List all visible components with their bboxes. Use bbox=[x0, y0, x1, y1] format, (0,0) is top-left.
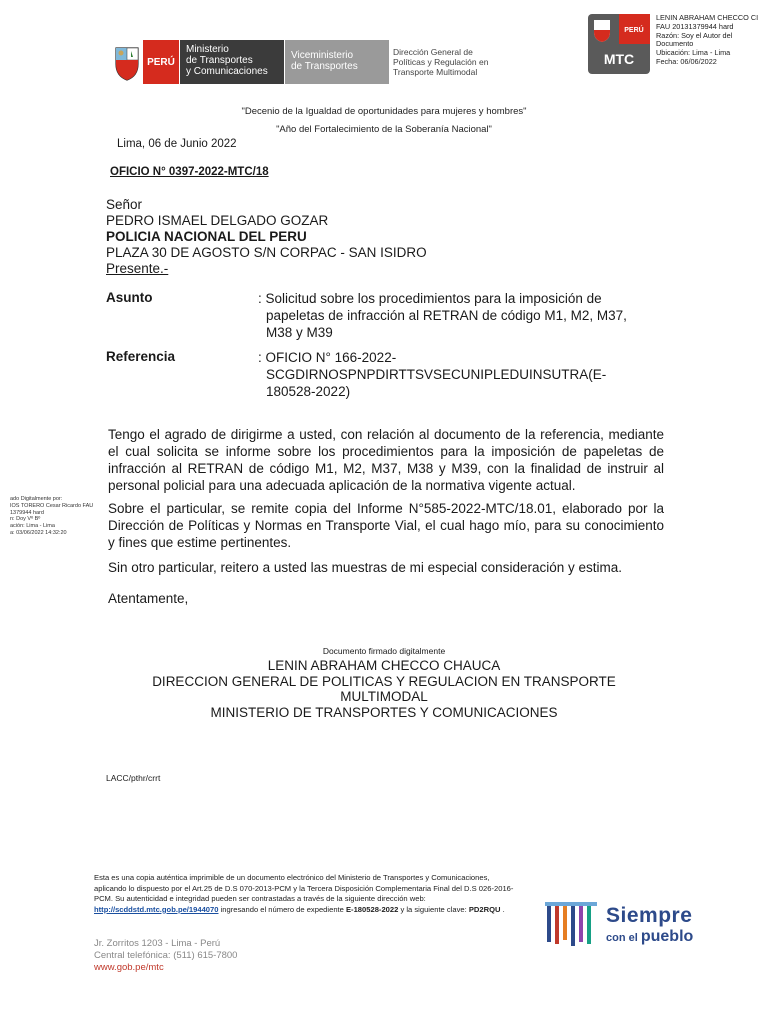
peru-logo-red-box bbox=[143, 40, 179, 84]
footer-address: Jr. Zorritos 1203 - Lima - Perú bbox=[94, 938, 221, 949]
signatory-position-line-1: DIRECCION GENERAL DE POLITICAS Y REGULACION EN TRANSPORTE bbox=[152, 674, 616, 689]
decade-slogan: "Decenio de la Igualdad de oportunidades para mujeres y hombres" bbox=[241, 106, 527, 117]
stamp-line-6: Fecha: 06/06/2022 bbox=[656, 56, 717, 66]
peru-logo-label: PERÚ bbox=[147, 56, 175, 68]
signature-note: Documento firmado digitalmente bbox=[322, 646, 446, 656]
ministry-line-1: Ministerio bbox=[186, 44, 229, 55]
signatory-ministry: MINISTERIO DE TRANSPORTES Y COMUNICACIONES bbox=[210, 705, 558, 720]
oficio-number: OFICIO N° 0397-2022-MTC/18 bbox=[110, 166, 269, 178]
slogan-con-el: con el bbox=[606, 932, 641, 944]
asunto-line-3: M38 y M39 bbox=[266, 325, 333, 340]
referencia-line-3: 180528-2022) bbox=[266, 384, 351, 399]
closing-text: Atentamente, bbox=[108, 591, 189, 606]
recipient-address: PLAZA 30 DE AGOSTO S/N CORPAC - SAN ISIDRO bbox=[106, 245, 427, 260]
peru-coat-of-arms-icon bbox=[112, 44, 142, 82]
footer-website-link[interactable]: www.gob.pe/mtc bbox=[94, 962, 164, 973]
side-sig-line-6: a: 03/06/2022 14:32:20 bbox=[10, 529, 67, 536]
side-sig-line-1: ado Digitalmente por: bbox=[10, 496, 63, 502]
stamp-line-4: Documento bbox=[656, 39, 694, 49]
side-sig-line-2: IOS TORERO Cesar Ricardo FAU bbox=[10, 502, 94, 509]
expediente-number: E-180528-2022 bbox=[345, 904, 399, 914]
direction-line-3: Transporte Multimodal bbox=[393, 67, 478, 77]
referencia-line-2: SCGDIRNOSPNPDIRTTSVSECUNIPLEDUINSUTRA(E- bbox=[266, 367, 607, 382]
stamp-line-2: FAU 20131379944 hard bbox=[656, 21, 734, 31]
year-slogan: "Año del Fortalecimiento de la Soberanía Nacional" bbox=[276, 124, 492, 135]
document-date: Lima, 06 de Junio 2022 bbox=[117, 138, 237, 150]
mtc-stamp-logo-icon bbox=[588, 14, 650, 74]
asunto-line-1: : Solicitud sobre los procedimientos para la imposición de bbox=[258, 291, 602, 306]
direction-line-1: Dirección General de bbox=[393, 47, 473, 57]
stamp-peru-label: PERÚ bbox=[624, 27, 644, 34]
ministry-line-2: de Transportes bbox=[186, 55, 253, 66]
body-paragraph-2: Sobre el particular, se remite copia del Informe N°585-2022-MTC/18.01, elaborado por la Dirección de Políticas y Normas en Transporte Vial, el cual hago mío, para su conocimiento y fines que estime pertinentes. bbox=[108, 501, 664, 550]
vice-line-1: Viceministerio bbox=[291, 50, 354, 61]
note-text-d: . bbox=[500, 904, 505, 914]
digital-signature-stamp bbox=[656, 14, 766, 67]
side-sig-line-5: ación: Lima - Lima bbox=[10, 523, 55, 530]
note-text-b: ingresando el número de expediente bbox=[218, 904, 346, 914]
slogan-pueblo: pueblo bbox=[640, 928, 694, 945]
ministry-logo-box bbox=[180, 40, 284, 84]
body-paragraph-1: Tengo el agrado de dirigirme a usted, con relación al documento de la referencia, mediante el cual solicita se informe sobre los procedimientos para la imposición de papeletas de infracción al RETRAN de código M1, M2, M37, M38 y M39, con la finalidad de instruir al personal policial para una adecuada aplicación de la normativa vigente actual. bbox=[108, 427, 664, 493]
reference-initials: LACC/pthr/crrt bbox=[106, 773, 161, 783]
vice-ministry-logo-box bbox=[285, 40, 389, 84]
signatory-position-line-2: MULTIMODAL bbox=[340, 689, 428, 704]
referencia-label: Referencia bbox=[106, 349, 176, 364]
signatory-name: LENIN ABRAHAM CHECCO CHAUCA bbox=[267, 658, 501, 673]
slogan-siempre: Siempre bbox=[606, 904, 693, 927]
siempre-con-el-pueblo-logo-icon bbox=[543, 900, 599, 948]
verification-link[interactable]: http://scddstd.mtc.gob.pe/1944070 bbox=[94, 904, 219, 914]
vice-line-2: de Transportes bbox=[291, 61, 358, 72]
stamp-line-1: LENIN ABRAHAM CHECCO CI bbox=[656, 13, 759, 22]
verification-key: PD2RQU bbox=[468, 904, 501, 914]
footer-phone: Central telefónica: (511) 615-7800 bbox=[94, 950, 238, 961]
authenticity-note bbox=[94, 873, 514, 915]
recipient-presente: Presente.- bbox=[106, 261, 169, 276]
direction-logo-text bbox=[393, 47, 503, 77]
direction-line-2: Políticas y Regulación en bbox=[393, 57, 489, 67]
side-sig-line-4: n: Doy Vº Bº bbox=[10, 516, 41, 523]
recipient-salutation: Señor bbox=[106, 197, 143, 212]
asunto-line-2: papeletas de infracción al RETRAN de código M1, M2, M37, bbox=[266, 308, 627, 323]
note-text-a: Esta es una copia auténtica imprimible de un documento electrónico del Ministerio de Transportes y Comunicaciones, aplicando lo dispuesto por el Art.25 de D.S 070-2013-PCM y la Tercera Disposición Complementaria Final del D.S 026-2016-PCM. Su autenticidad e integridad pueden ser contrastadas a través de la siguiente dirección web: bbox=[94, 873, 514, 903]
referencia-line-1: : OFICIO N° 166-2022- bbox=[258, 350, 397, 365]
asunto-label: Asunto bbox=[106, 290, 153, 305]
stamp-line-5: Ubicación: Lima - Lima bbox=[656, 48, 731, 58]
body-paragraph-3: Sin otro particular, reitero a usted las muestras de mi especial consideración y estima. bbox=[108, 560, 622, 575]
referencia-text bbox=[258, 349, 658, 400]
asunto-text bbox=[258, 290, 658, 341]
recipient-institution: POLICIA NACIONAL DEL PERU bbox=[106, 229, 307, 244]
side-sig-line-3: 1379944 hard bbox=[10, 509, 44, 516]
slogan-con-el-pueblo bbox=[606, 928, 693, 946]
note-text-c: y la siguiente clave: bbox=[398, 904, 469, 914]
side-digital-signature bbox=[10, 496, 105, 537]
ministry-line-3: y Comunicaciones bbox=[186, 66, 268, 77]
stamp-line-3: Razón: Soy el Autor del bbox=[656, 30, 733, 40]
recipient-name: PEDRO ISMAEL DELGADO GOZAR bbox=[106, 213, 329, 228]
stamp-mtc-label: MTC bbox=[603, 51, 635, 67]
